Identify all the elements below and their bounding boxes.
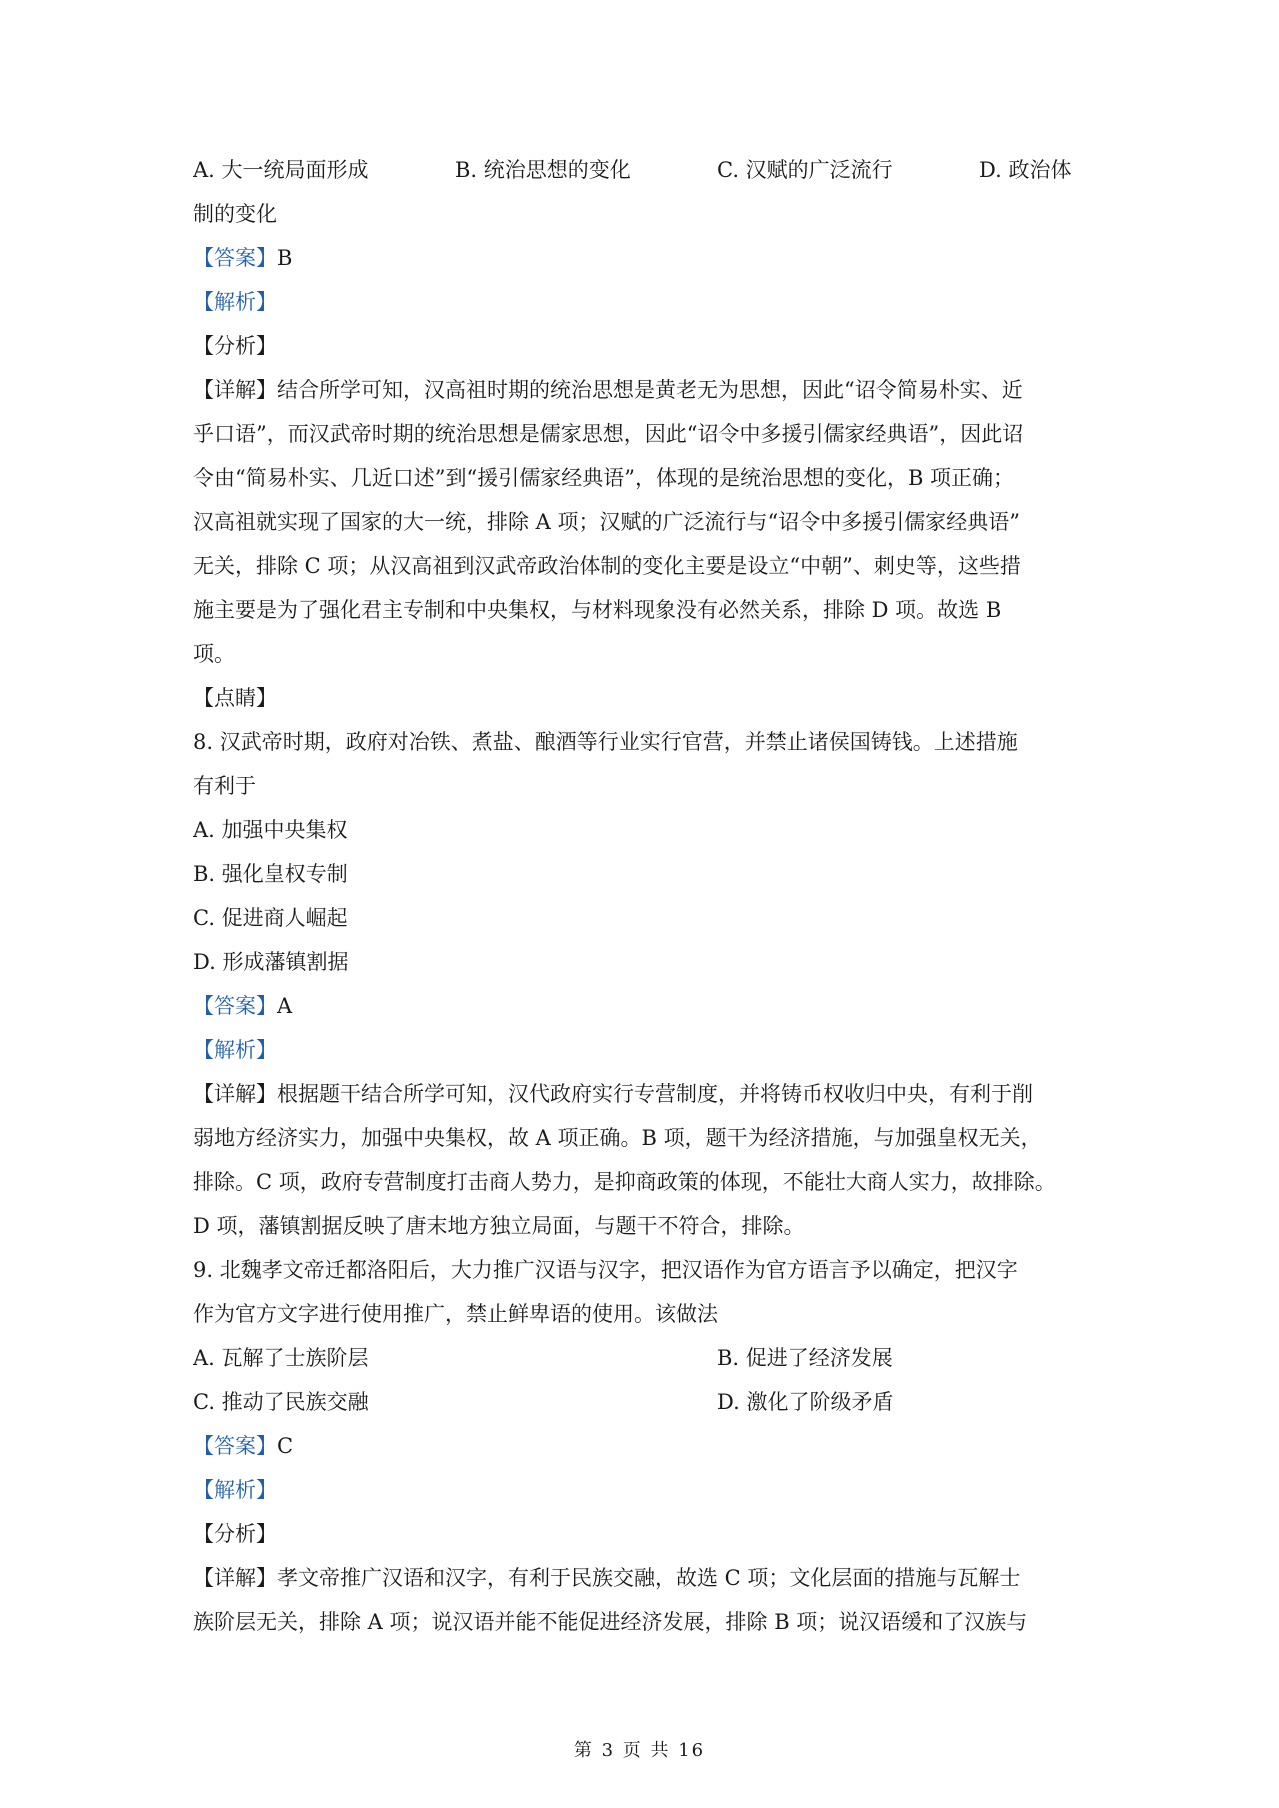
q7-detail-line-4: 汉高祖就实现了国家的大一统，排除 A 项；汉赋的广泛流行与“诏令中多援引儒家经典语” (193, 510, 1020, 534)
q7-detail-line-5: 无关，排除 C 项；从汉高祖到汉武帝政治体制的变化主要是设立“中朝”、刺史等，这些措 (193, 554, 1021, 578)
q8-option-a: A. 加强中央集权 (193, 818, 348, 842)
q7-option-b: B. 统治思想的变化 (455, 158, 631, 182)
q7-option-d-continued: 制的变化 (193, 202, 277, 226)
q8-detail-line-1 (193, 1072, 1088, 1116)
page-content (193, 148, 1088, 1644)
detail-tag: 【详解】 (193, 1082, 277, 1106)
q7-detail-line-7: 项。 (193, 642, 235, 666)
q9-fenxi-tag: 【分析】 (193, 1522, 277, 1546)
answer-value: C (277, 1434, 294, 1458)
q9-option-c: C. 推动了民族交融 (193, 1390, 369, 1414)
q8-detail-line-3: 排除。C 项，政府专营制度打击商人势力，是抑商政策的体现，不能壮大商人实力，故排除。 (193, 1170, 1056, 1194)
answer-tag: 【答案】 (193, 246, 277, 270)
answer-tag: 【答案】 (193, 994, 277, 1018)
answer-value: B (277, 246, 293, 270)
q7-option-a: A. 大一统局面形成 (193, 158, 369, 182)
answer-value: A (277, 994, 293, 1018)
q7-detail-line-1 (193, 368, 1088, 412)
page-footer: 第 3 页 共 16 (573, 1740, 706, 1761)
q7-option-c: C. 汉赋的广泛流行 (717, 158, 893, 182)
q9-options-row-1 (193, 1336, 1088, 1380)
q8-analysis-tag: 【解析】 (193, 1038, 277, 1062)
q8-detail-line-2: 弱地方经济实力，加强中央集权，故 A 项正确。B 项，题干为经济措施，与加强皇权无关， (193, 1126, 1042, 1150)
q9-option-a: A. 瓦解了士族阶层 (193, 1346, 369, 1370)
detail-tag: 【详解】 (193, 378, 277, 402)
q7-fenxi-tag: 【分析】 (193, 334, 277, 358)
q9-detail-line-2: 族阶层无关，排除 A 项；说汉语并能不能促进经济发展，排除 B 项；说汉语缓和了汉族与 (193, 1610, 1028, 1634)
q7-answer (193, 236, 1088, 280)
q8-option-d: D. 形成藩镇割据 (193, 950, 349, 974)
q9-options-row-2 (193, 1380, 1088, 1424)
q7-option-d: D. 政治体 (979, 158, 1072, 182)
detail-text: 根据题干结合所学可知，汉代政府实行专营制度，并将铸币权收归中央，有利于削 (277, 1082, 1033, 1106)
q7-dianjing-tag: 【点睛】 (193, 686, 277, 710)
q7-detail-line-2: 乎口语”，而汉武帝时期的统治思想是儒家思想，因此“诏令中多援引儒家经典语”，因此诏 (193, 422, 1024, 446)
q9-detail-line-1 (193, 1556, 1088, 1600)
detail-text: 结合所学可知，汉高祖时期的统治思想是黄老无为思想，因此“诏令简易朴实、近 (277, 378, 1023, 402)
q8-answer (193, 984, 1088, 1028)
q9-option-b: B. 促进了经济发展 (717, 1346, 893, 1370)
q7-detail-line-3: 令由“简易朴实、几近口述”到“援引儒家经典语”，体现的是统治思想的变化，B 项正确； (193, 466, 1015, 490)
q7-options-row (193, 148, 1088, 192)
q8-stem-line-2: 有利于 (193, 774, 256, 798)
q8-option-b: B. 强化皇权专制 (193, 862, 348, 886)
q9-stem-line-2: 作为官方文字进行使用推广，禁止鲜卑语的使用。该做法 (193, 1302, 718, 1326)
q7-detail-line-6: 施主要是为了强化君主专制和中央集权，与材料现象没有必然关系，排除 D 项。故选 B (193, 598, 1002, 622)
detail-text: 孝文帝推广汉语和汉字，有利于民族交融，故选 C 项；文化层面的措施与瓦解士 (277, 1566, 1021, 1590)
q8-option-c: C. 促进商人崛起 (193, 906, 348, 930)
q8-detail-line-4: D 项，藩镇割据反映了唐末地方独立局面，与题干不符合，排除。 (193, 1214, 805, 1238)
q9-analysis-tag: 【解析】 (193, 1478, 277, 1502)
detail-tag: 【详解】 (193, 1566, 277, 1590)
q7-analysis-tag: 【解析】 (193, 290, 277, 314)
q8-stem-line-1: 8. 汉武帝时期，政府对冶铁、煮盐、酿酒等行业实行官营，并禁止诸侯国铸钱。上述措施 (193, 730, 1018, 754)
answer-tag: 【答案】 (193, 1434, 277, 1458)
q9-stem-line-1: 9. 北魏孝文帝迁都洛阳后，大力推广汉语与汉字，把汉语作为官方语言予以确定，把汉字 (193, 1258, 1018, 1282)
q9-answer (193, 1424, 1088, 1468)
q9-option-d: D. 激化了阶级矛盾 (717, 1390, 894, 1414)
